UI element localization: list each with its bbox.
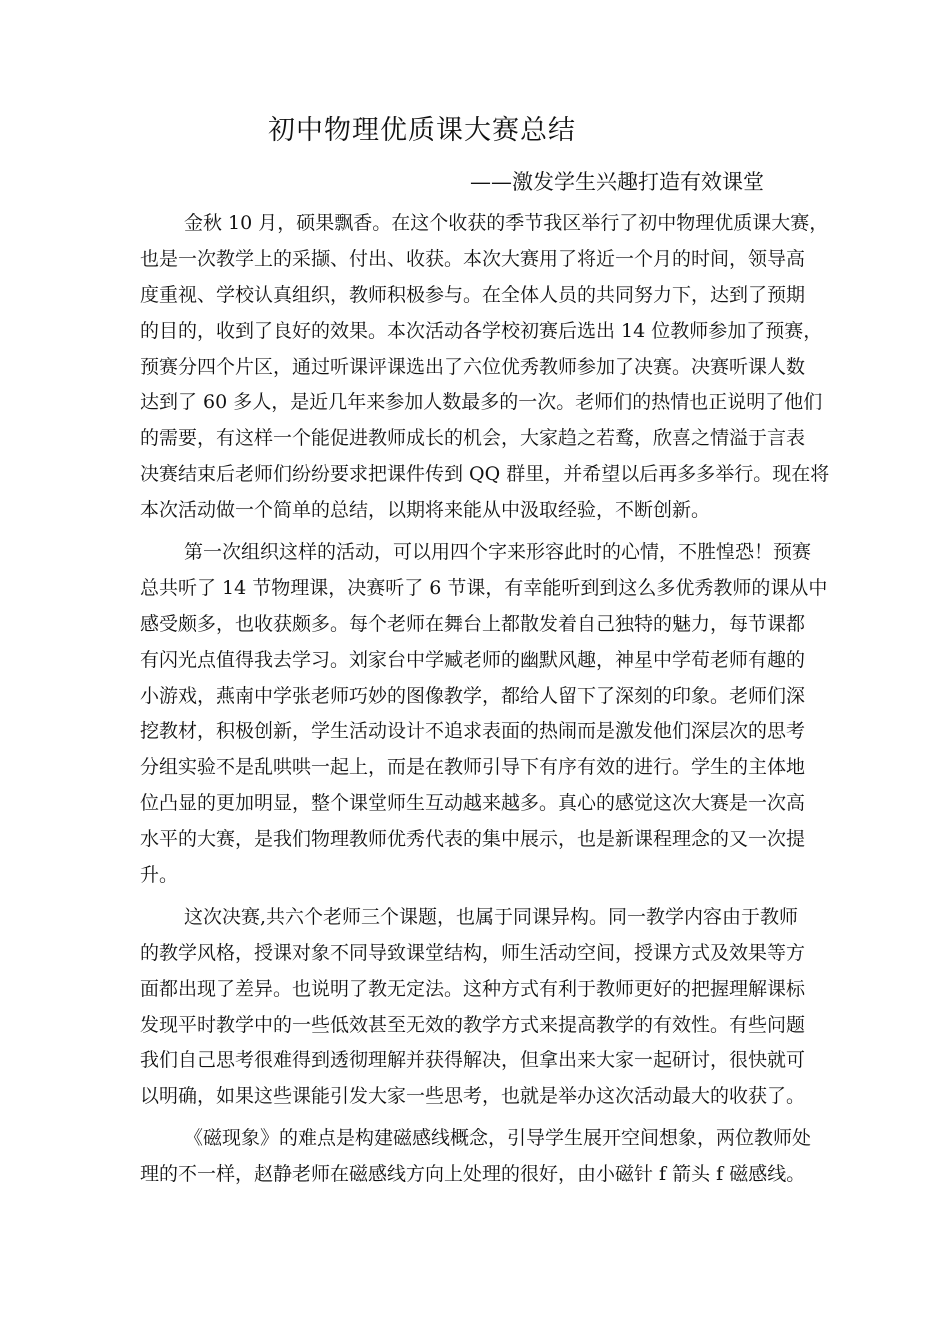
paragraph-line: 小游戏，燕南中学张老师巧妙的图像教学，都给人留下了深刻的印象。老师们深 — [140, 684, 806, 707]
document-body — [140, 206, 840, 1193]
paragraph-line: 升。 — [140, 864, 179, 887]
paragraph-4 — [140, 1121, 840, 1193]
paragraph-3 — [140, 900, 840, 1115]
paragraph-line: 以明确，如果这些课能引发大家一些思考，也就是举办这次活动最大的收获了。 — [140, 1085, 806, 1108]
paragraph-line: 也是一次教学上的采撷、付出、收获。本次大赛用了将近一个月的时间，领导高 — [140, 247, 806, 270]
paragraph-line: 有闪光点值得我去学习。刘家台中学臧老师的幽默风趣，神星中学荀老师有趣的 — [140, 648, 806, 671]
paragraph-line: 分组实验不是乱哄哄一起上，而是在教师引导下有序有效的进行。学生的主体地 — [140, 756, 806, 779]
paragraph-line: 达到了 60 多人，是近几年来参加人数最多的一次。老师们的热情也正说明了他们 — [140, 391, 823, 414]
paragraph-line: 位凸显的更加明显，整个课堂师生互动越来越多。真心的感觉这次大赛是一次高 — [140, 792, 806, 815]
paragraph-line: 总共听了 14 节物理课，决赛听了 6 节课，有幸能听到到这么多优秀教师的课从中 — [140, 576, 828, 599]
paragraph-line: 的教学风格，授课对象不同导致课堂结构，师生活动空间，授课方式及效果等方 — [140, 941, 806, 964]
paragraph-line: 度重视、学校认真组织，教师积极参与。在全体人员的共同努力下，达到了预期 — [140, 283, 806, 306]
paragraph-line: 面都出现了差异。也说明了教无定法。这种方式有利于教师更好的把握理解课标 — [140, 977, 806, 1000]
paragraph-line: 理的不一样，赵静老师在磁感线方向上处理的很好，由小磁针 f 箭头 f 磁感线。 — [140, 1163, 806, 1186]
paragraph-line: 第一次组织这样的活动，可以用四个字来形容此时的心情，不胜惶恐！预赛 — [184, 541, 812, 564]
paragraph-line: 挖教材，积极创新，学生活动设计不追求表面的热闹而是激发他们深层次的思考 — [140, 720, 806, 743]
document-subtitle: ——激发学生兴趣打造有效课堂 — [470, 170, 764, 194]
paragraph-line: 我们自己思考很难得到透彻理解并获得解决，但拿出来大家一起研讨，很快就可 — [140, 1049, 806, 1072]
paragraph-line: 预赛分四个片区，通过听课评课选出了六位优秀教师参加了决赛。决赛听课人数 — [140, 355, 806, 378]
document-title: 初中物理优质课大赛总结 — [268, 115, 576, 146]
paragraph-line: 《磁现象》的难点是构建磁感线概念，引导学生展开空间想象，两位教师处 — [184, 1127, 812, 1150]
paragraph-line: 本次活动做一个简单的总结，以期将来能从中汲取经验，不断创新。 — [140, 499, 711, 522]
paragraph-line: 的目的，收到了良好的效果。本次活动各学校初赛后选出 14 位教师参加了预赛， — [140, 319, 823, 342]
paragraph-line: 的需要，有这样一个能促进教师成长的机会，大家趋之若鹜，欣喜之情溢于言表 — [140, 427, 806, 450]
paragraph-line: 水平的大赛，是我们物理教师优秀代表的集中展示，也是新课程理念的又一次提 — [140, 828, 806, 851]
paragraph-2 — [140, 535, 840, 894]
paragraph-line: 决赛结束后老师们纷纷要求把课件传到 QQ 群里，并希望以后再多多举行。现在将 — [140, 463, 830, 486]
paragraph-line: 感受颇多，也收获颇多。每个老师在舞台上都散发着自己独特的魅力，每节课都 — [140, 612, 806, 635]
paragraph-line: 金秋 10 月，硕果飘香。在这个收获的季节我区举行了初中物理优质课大赛， — [184, 212, 829, 234]
paragraph-line: 发现平时教学中的一些低效甚至无效的教学方式来提高教学的有效性。有些问题 — [140, 1013, 806, 1036]
paragraph-1 — [140, 206, 840, 529]
paragraph-line: 这次决赛,共六个老师三个课题，也属于同课异构。同一教学内容由于教师 — [184, 905, 799, 928]
